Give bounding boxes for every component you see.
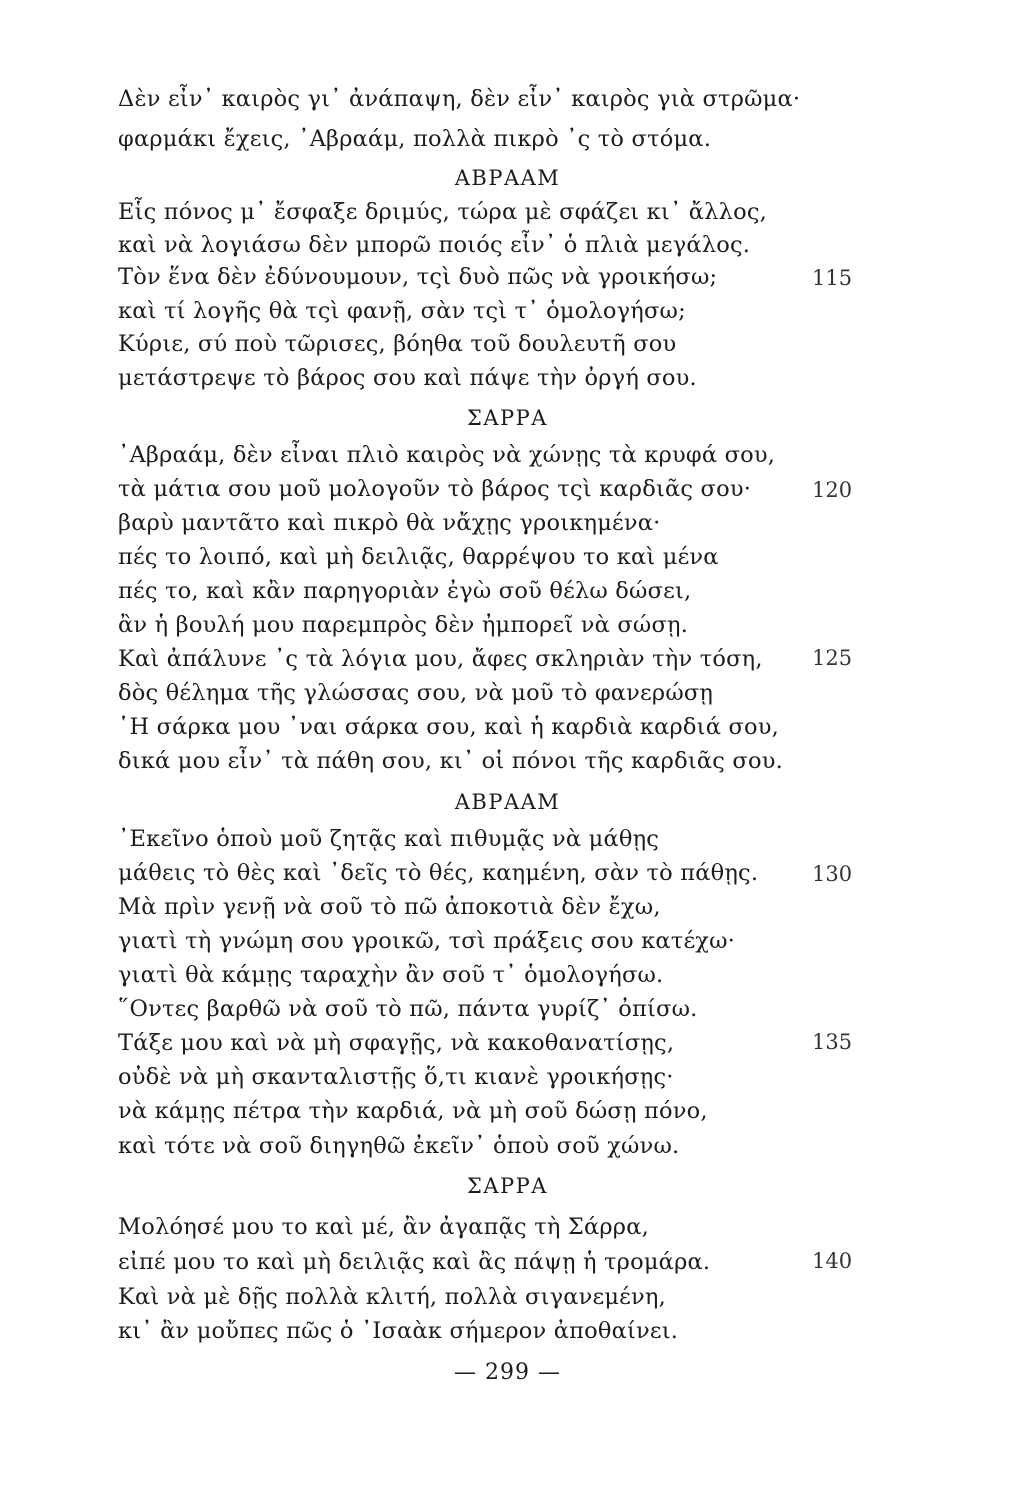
verse-line: φαρμάκι ἔχεις, ᾽Αβραάμ, πολλὰ πικρὸ ᾽ς τὸ στόμα. — [118, 126, 712, 152]
verse-line: ᾽Αβραάμ, δὲν εἶναι πλιὸ καιρὸς νὰ χώνῃς τὰ κρυφά σου, — [118, 442, 776, 468]
verse-line: μάθεις τὸ θὲς καὶ ᾽δεῖς τὸ θές, καημένη, σὰν τὸ πάθῃς. — [118, 860, 759, 886]
verse-line: τὰ μάτια σου μοῦ μολογοῦν τὸ βάρος τςὶ καρδιᾶς σου· — [118, 476, 752, 502]
verse-line: πές το λοιπό, καὶ μὴ δειλιᾷς, θαρρέψου το καὶ μένα — [118, 544, 719, 570]
line-number: 135 — [812, 1030, 853, 1054]
verse-line: κι᾽ ἂν μοὔπες πῶς ὁ ᾽Ισαὰκ σήμερον ἀποθαίνει. — [118, 1318, 679, 1344]
speaker-heading: ΣΑΡΡΑ — [467, 406, 548, 430]
verse-line: ῞Οντες βαρθῶ νὰ σοῦ τὸ πῶ, πάντα γυρίζ᾽ ὀπίσω. — [118, 996, 698, 1022]
verse-line: δικά μου εἶν᾽ τὰ πάθη σου, κι᾽ οἱ πόνοι τῆς καρδιᾶς σου. — [118, 748, 783, 774]
verse-line: καὶ τί λογῆς θὰ τςὶ φανῇ, σὰν τςὶ τ᾽ ὁμολογήσω; — [118, 298, 686, 324]
verse-line: Τὸν ἕνα δὲν ἐδύνουμουν, τςὶ δυὸ πῶς νὰ γροικήσω; — [118, 264, 718, 290]
verse-line: νὰ κάμῃς πέτρα τὴν καρδιά, νὰ μὴ σοῦ δώσῃ πόνο, — [118, 1098, 708, 1124]
verse-line: καὶ νὰ λογιάσω δὲν μπορῶ ποιός εἶν᾽ ὁ πλιὰ μεγάλος. — [118, 232, 751, 258]
verse-line: ᾽Εκεῖνο ὁποὺ μοῦ ζητᾷς καὶ πιθυμᾷς νὰ μάθῃς — [118, 826, 660, 852]
verse-line: εἰπέ μου το καὶ μὴ δειλιᾷς καὶ ἂς πάψῃ ἡ τρομάρα. — [118, 1249, 711, 1275]
verse-line: βαρὺ μαντᾶτο καὶ πικρὸ θὰ νἄχῃς γροικημένα· — [118, 510, 661, 536]
line-number: 115 — [812, 266, 853, 290]
verse-line: Καὶ νὰ μὲ δῇς πολλὰ κλιτή, πολλὰ σιγανεμένη, — [118, 1284, 666, 1310]
verse-line: Τάξε μου καὶ νὰ μὴ σφαγῇς, νὰ κακοθανατίσῃς, — [118, 1030, 675, 1056]
verse-line: Εἷς πόνος μ᾽ ἔσφαξε δριμύς, τώρα μὲ σφάζει κι᾽ ἄλλος, — [118, 199, 767, 225]
verse-line: Καὶ ἀπάλυνε ᾽ς τὰ λόγια μου, ἄφες σκληριὰν τὴν τόση, — [118, 646, 763, 672]
verse-line: Μὰ πρὶν γενῇ νὰ σοῦ τὸ πῶ ἀποκοτιὰ δὲν ἔχω, — [118, 894, 661, 920]
verse-line: καὶ τότε νὰ σοῦ διηγηθῶ ἐκεῖν᾽ ὁποὺ σοῦ χώνω. — [118, 1133, 680, 1159]
speaker-heading: ΣΑΡΡΑ — [467, 1174, 548, 1198]
line-number: 120 — [812, 478, 853, 502]
verse-line: Μολόησέ μου το καὶ μέ, ἂν ἀγαπᾷς τὴ Σάρρα, — [118, 1214, 649, 1240]
speaker-heading: ΑΒΡΑΑΜ — [454, 790, 561, 814]
verse-line: γιατὶ τὴ γνώμη σου γροικῶ, τσὶ πράξεις σου κατέχω· — [118, 928, 736, 954]
verse-line: Κύριε, σύ ποὺ τῶρισες, βόηθα τοῦ δουλευτῆ σου — [118, 331, 677, 357]
verse-line: πές το, καὶ κἂν παρηγοριὰν ἐγὼ σοῦ θέλω δώσει, — [118, 578, 692, 604]
line-number: 130 — [812, 862, 853, 886]
verse-line: Δὲν εἶν᾽ καιρὸς γι᾽ ἀνάπαψη, δὲν εἶν᾽ καιρὸς γιὰ στρῶμα· — [118, 86, 801, 112]
line-number: 140 — [812, 1249, 853, 1273]
verse-line: δὸς θέλημα τῆς γλώσσας σου, νὰ μοῦ τὸ φανερώσῃ — [118, 680, 714, 706]
page-number: — 299 — — [454, 1360, 561, 1385]
verse-line: ῾Η σάρκα μου ᾽ναι σάρκα σου, καὶ ἡ καρδιὰ καρδιά σου, — [118, 714, 779, 740]
speaker-heading: ΑΒΡΑΑΜ — [454, 166, 561, 190]
verse-line: γιατὶ θὰ κάμῃς ταραχὴν ἂν σοῦ τ᾽ ὁμολογήσω. — [118, 962, 664, 988]
verse-line: μετάστρεψε τὸ βάρος σου καὶ πάψε τὴν ὀργή σου. — [118, 365, 697, 391]
verse-line: ἂν ἡ βουλή μου παρεμπρὸς δὲν ἠμπορεῖ νὰ σώσῃ. — [118, 612, 689, 638]
verse-line: οὐδὲ νὰ μὴ σκανταλιστῇς ὅ,τι κιανὲ γροικήσῃς· — [118, 1064, 674, 1090]
line-number: 125 — [812, 646, 853, 670]
